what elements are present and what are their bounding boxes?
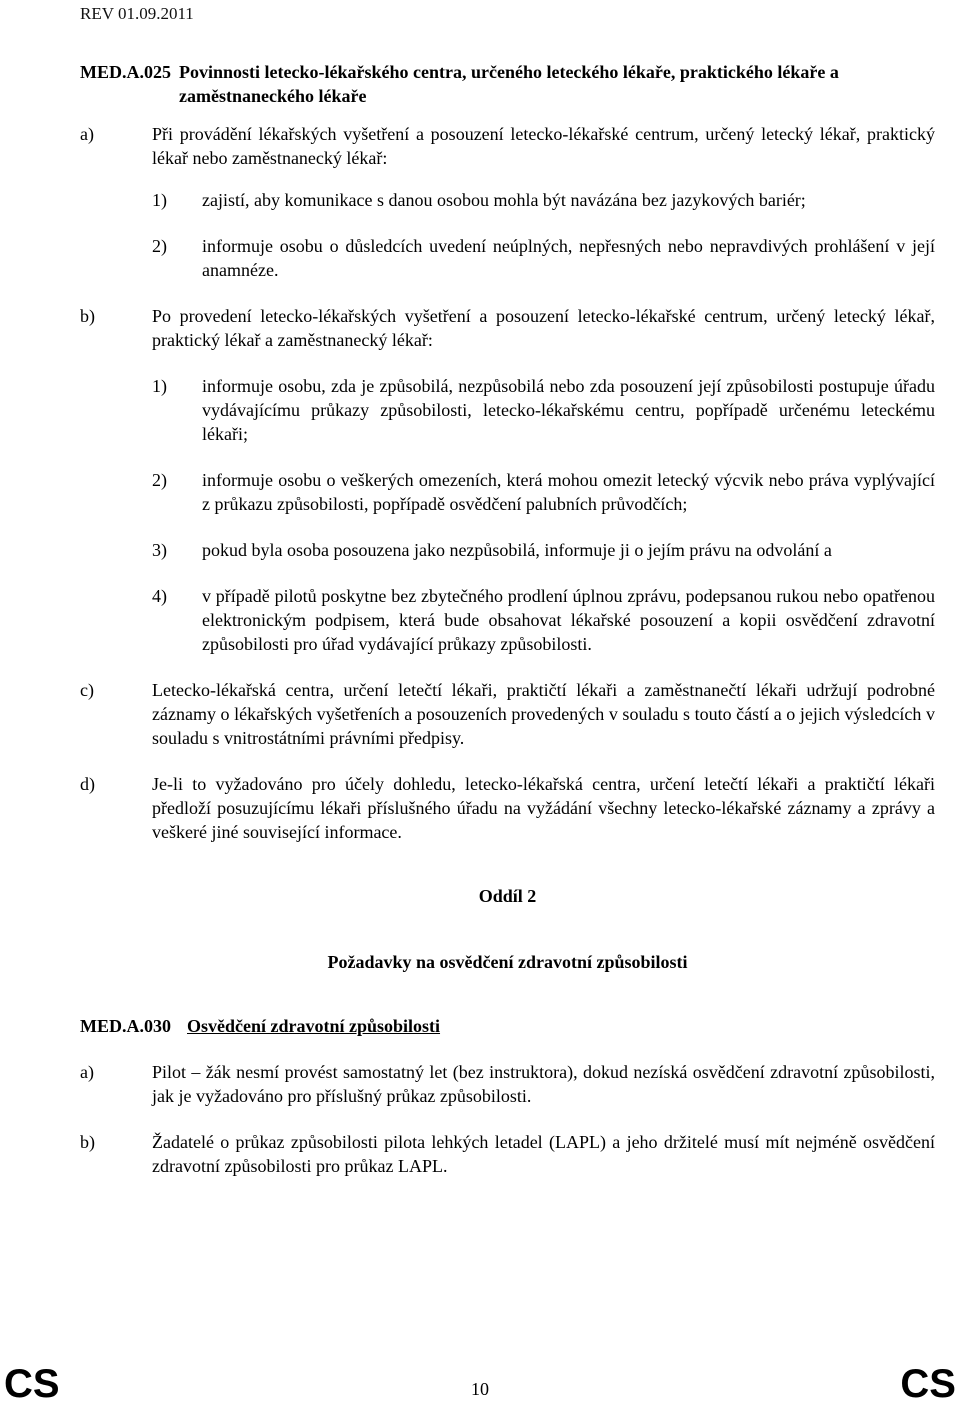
section-025-code: MED.A.025 <box>80 62 171 82</box>
sub-text: informuje osobu, zda je způsobilá, nezpůsobilá nebo zda posouzení její způsobilosti postupuje úřadu vydávajícímu průkazy způsobilosti, letecko-lékařskému centru, popřípadě určenému leteckému lékaři; <box>202 376 935 444</box>
para-text: Při provádění lékařských vyšetření a posouzení letecko-lékařské centrum, určený letecký lékař, praktický lékař nebo zaměstnanecký lékař: <box>152 124 935 168</box>
sub-text: zajistí, aby komunikace s danou osobou mohla být navázána bez jazykových bariér; <box>202 190 806 210</box>
para-025-b-2 <box>152 468 935 516</box>
page-number: 10 <box>471 1379 489 1399</box>
para-030-a <box>80 1060 935 1108</box>
sub-text: informuje osobu o důsledcích uvedení neúplných, nepřesných nebo nepravdivých prohlášení v její anamnéze. <box>202 236 935 280</box>
para-label: d) <box>80 774 95 794</box>
section-030-title: Osvědčení zdravotní způsobilosti <box>187 1016 441 1036</box>
para-label: a) <box>80 1062 94 1082</box>
para-025-c <box>80 678 935 750</box>
para-025-a-2 <box>152 234 935 282</box>
para-text: Je-li to vyžadováno pro účely dohledu, letecko-lékařská centra, určení letečtí lékaři a praktičtí lékaři předloží posuzujícímu lékaři příslušného úřadu na vyžádání všechny letecko-lékařské záznamy a zprávy a veškeré jiné související informace. <box>152 774 935 842</box>
sub-text: informuje osobu o veškerých omezeních, která mohou omezit letecký výcvik nebo práva vyplývající z průkazu způsobilosti, popřípadě osvědčení palubních průvodčích; <box>202 470 935 514</box>
sub-label: 3) <box>152 540 167 560</box>
para-text: Po provedení letecko-lékařských vyšetření a posouzení letecko-lékařské centrum, určený letecký lékař, praktický lékař a zaměstnanecký lékař: <box>152 306 935 350</box>
para-text: Pilot – žák nesmí provést samostatný let (bez instruktora), dokud nezíská osvědčení zdravotní způsobilosti, jak je vyžadováno pro příslušný průkaz způsobilosti. <box>152 1062 935 1106</box>
division-subtitle: Požadavky na osvědčení zdravotní způsobilosti <box>327 952 688 972</box>
footer-language-left: CS <box>4 1362 60 1406</box>
para-025-a <box>80 122 935 170</box>
section-030-heading <box>80 1014 935 1038</box>
para-025-d <box>80 772 935 844</box>
revision-header: REV 01.09.2011 <box>80 4 194 23</box>
sub-label: 1) <box>152 190 167 210</box>
para-025-b <box>80 304 935 352</box>
sub-text: v případě pilotů poskytne bez zbytečného prodlení úplnou zprávu, podepsanou rukou nebo opatřenou elektronickým podpisem, která bude obsahovat lékařské posouzení a kopii osvědčení zdravotní způsobilosti pro úřad vydávající průkazy způsobilosti. <box>202 586 935 654</box>
section-025-title: Povinnosti letecko-lékařského centra, určeného leteckého lékaře, praktického lékaře a zaměstnaneckého lékaře <box>179 62 839 106</box>
document-body <box>80 60 935 1178</box>
para-025-b-4 <box>152 584 935 656</box>
para-025-b-1 <box>152 374 935 446</box>
para-label: b) <box>80 306 95 326</box>
division-title: Oddíl 2 <box>478 886 537 906</box>
para-label: a) <box>80 124 94 144</box>
footer-language-right: CS <box>900 1362 956 1406</box>
sub-label: 2) <box>152 470 167 490</box>
sub-label: 4) <box>152 586 167 606</box>
para-text: Žadatelé o průkaz způsobilosti pilota lehkých letadel (LAPL) a jeho držitelé musí mít nejméně osvědčení zdravotní způsobilosti pro průkaz LAPL. <box>152 1132 935 1176</box>
section-025-heading <box>80 60 935 108</box>
para-text: Letecko-lékařská centra, určení letečtí lékaři, praktičtí lékaři a zaměstnanečtí lékaři udržují podrobné záznamy o lékařských vyšetřeních a posouzeních provedených v souladu s touto částí a o jejich výsledcích v souladu s vnitrostátními právními předpisy. <box>152 680 935 748</box>
sub-label: 2) <box>152 236 167 256</box>
para-label: c) <box>80 680 94 700</box>
para-030-b <box>80 1130 935 1178</box>
sub-text: pokud byla osoba posouzena jako nezpůsobilá, informuje ji o jejím právu na odvolání a <box>202 540 832 560</box>
para-025-a-1 <box>152 188 935 212</box>
section-030-code: MED.A.030 <box>80 1016 171 1036</box>
para-025-b-3 <box>152 538 935 562</box>
para-label: b) <box>80 1132 95 1152</box>
sub-label: 1) <box>152 376 167 396</box>
page-footer <box>0 1362 960 1406</box>
